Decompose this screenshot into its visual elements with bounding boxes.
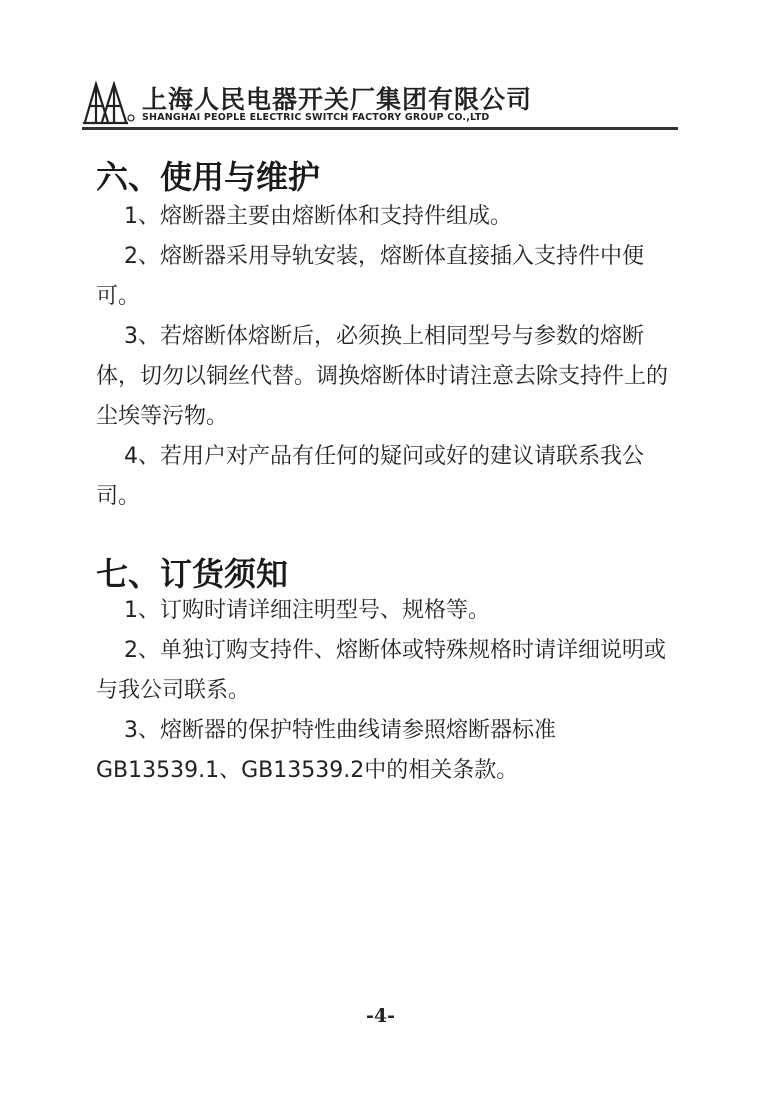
page-header	[82, 74, 682, 132]
company-name-en: SHANGHAI PEOPLE ELECTRIC SWITCH FACTORY GROUP CO.,LTD	[142, 112, 490, 123]
header-divider	[82, 127, 678, 130]
ordering-item-1: 1、订购时请详细注明型号、规格等。	[124, 598, 490, 623]
section-title-ordering: 七、订货须知	[96, 555, 289, 593]
ordering-item-3: 3、熔断器的保护特性曲线请参照熔断器标准GB13539.1、GB13539.2中的相关条款。	[96, 718, 556, 783]
ordering-item-2: 2、单独订购支持件、熔断体或特殊规格时请详细说明或与我公司联系。	[96, 638, 666, 703]
company-name-cn: 上海人民电器开关厂集团有限公司	[142, 85, 533, 114]
usage-item-1: 1、熔断器主要由熔断体和支持件组成。	[124, 204, 512, 229]
usage-item-2: 2、熔断器采用导轨安装，熔断体直接插入支持件中便可。	[96, 244, 644, 309]
page-number: -4-	[366, 1005, 395, 1027]
company-logo-icon	[82, 78, 136, 128]
usage-item-3: 3、若熔断体熔断后，必须换上相同型号与参数的熔断体，切勿以铜丝代替。调换熔断体时请注意去除支持件上的尘埃等污物。	[96, 324, 669, 429]
usage-item-4: 4、若用户对产品有任何的疑问或好的建议请联系我公司。	[96, 444, 644, 509]
section-title-usage-maintenance: 六、使用与维护	[96, 158, 321, 196]
